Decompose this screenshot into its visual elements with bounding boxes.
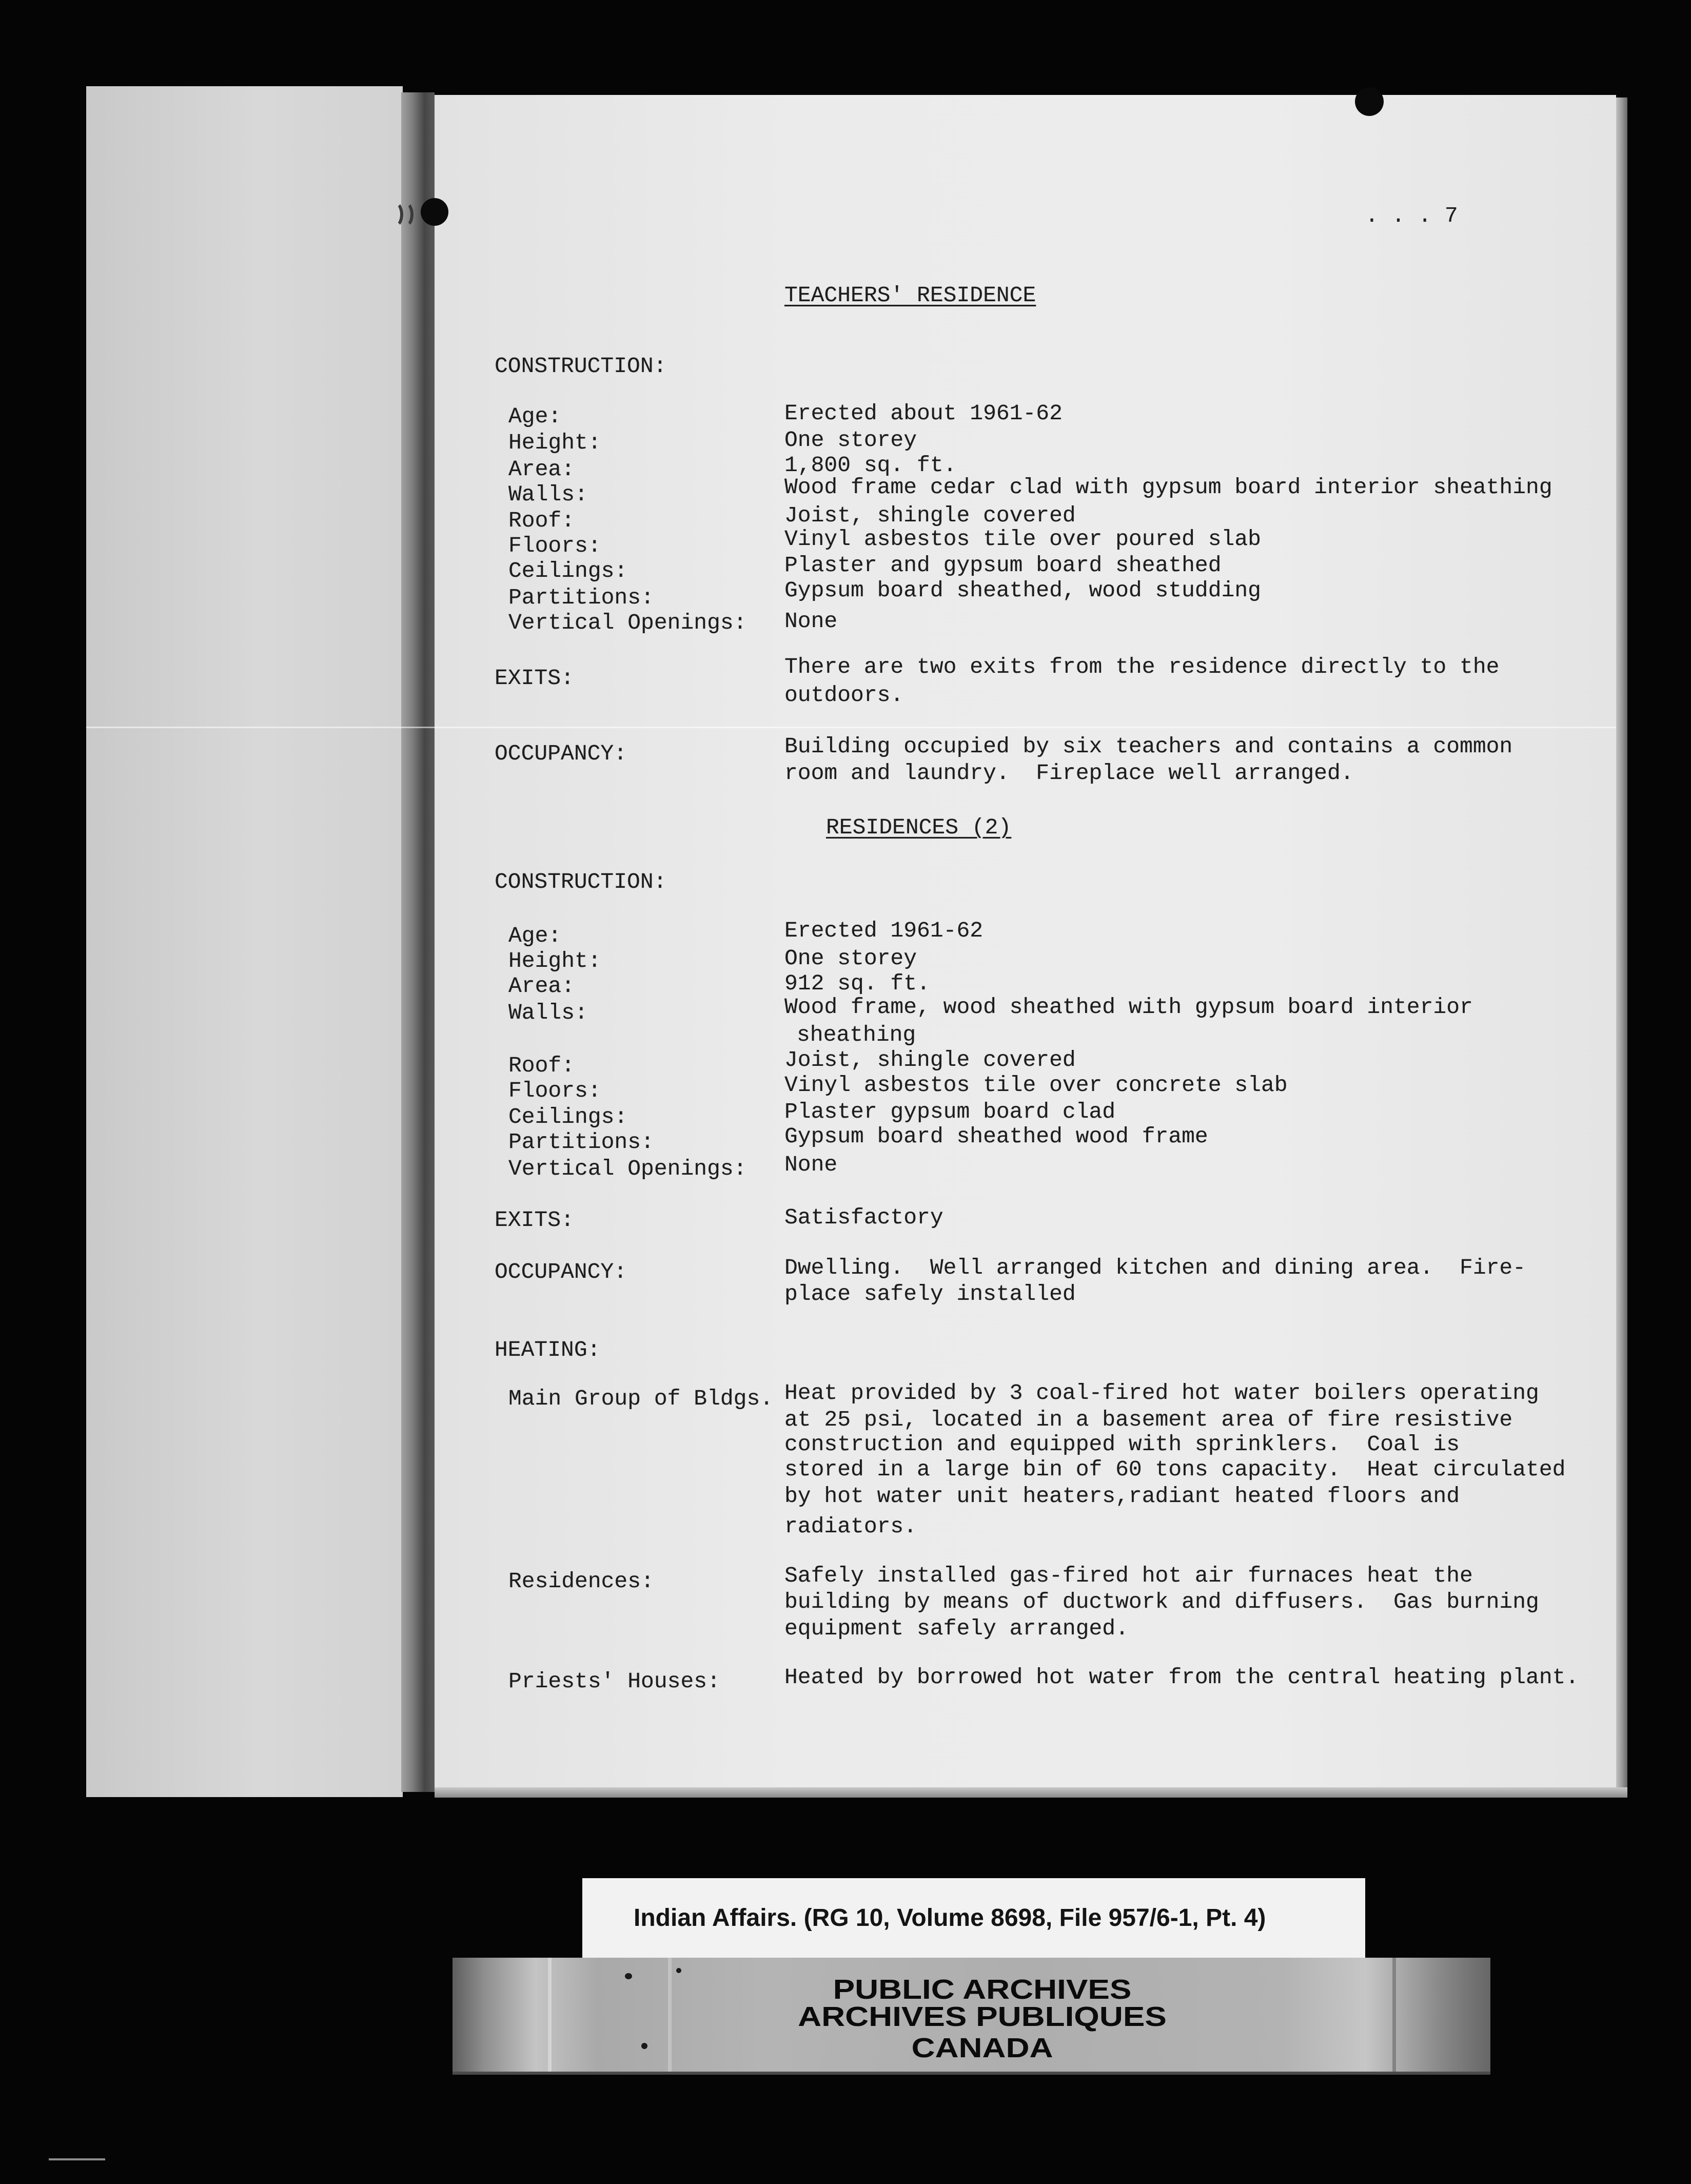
- teachers-area-label: Area:: [508, 457, 575, 482]
- scan-artifact-line: [86, 727, 1616, 728]
- teachers-walls-label: Walls:: [508, 482, 588, 507]
- archive-stamp: [453, 1958, 1490, 2072]
- heating-main-group-value-line: at 25 psi, located in a basement area of fire resistive: [784, 1407, 1513, 1432]
- heating-residences-value-line: Safely installed gas-fired hot air furnaces heat the: [784, 1563, 1473, 1588]
- teachers-height-label: Height:: [508, 430, 601, 455]
- teachers-occupancy-value-line: room and laundry. Fireplace well arranged.: [784, 761, 1354, 786]
- teachers-exits-value-line: outdoors.: [784, 682, 904, 708]
- residences-height-label: Height:: [508, 948, 601, 973]
- stamp-line-canada: CANADA: [911, 2033, 1053, 2063]
- residences-partitions-label: Partitions:: [508, 1129, 654, 1155]
- teachers-vertical-openings-label: Vertical Openings:: [508, 610, 747, 635]
- residences-exits-value: Satisfactory: [784, 1205, 943, 1230]
- binding-shadow: [401, 92, 435, 1792]
- teachers-exits-label: EXITS:: [495, 666, 574, 691]
- heating-residences-value-line: equipment safely arranged.: [784, 1616, 1129, 1641]
- page-stack-edge-right: [1616, 98, 1627, 1797]
- punch-hole-top-icon: [1355, 87, 1384, 116]
- teachers-roof-value: Joist, shingle covered: [784, 503, 1076, 528]
- teachers-occupancy-label: OCCUPANCY:: [495, 741, 627, 766]
- residences-age-label: Age:: [508, 923, 562, 948]
- residences-exits-label: EXITS:: [495, 1207, 574, 1233]
- page-number: . . . 7: [1365, 203, 1458, 228]
- teachers-age-label: Age:: [508, 404, 562, 429]
- scan-edge-mark: [49, 2158, 105, 2160]
- residences-height-value: One storey: [784, 946, 917, 971]
- archive-reference-text: Indian Affairs. (RG 10, Volume 8698, File 957/6-1, Pt. 4): [634, 1904, 1266, 1932]
- teachers-roof-label: Roof:: [508, 508, 575, 533]
- residences-walls-label: Walls:: [508, 1000, 588, 1025]
- residences-partitions-value: Gypsum board sheathed wood frame: [784, 1124, 1208, 1149]
- teachers-floors-label: Floors:: [508, 533, 601, 558]
- document-page: [435, 95, 1616, 1787]
- residences-vertical-openings-label: Vertical Openings:: [508, 1156, 747, 1181]
- stamp-bottom-edge: [453, 2072, 1490, 2075]
- teachers-partitions-label: Partitions:: [508, 585, 654, 610]
- residences-vertical-openings-value: None: [784, 1152, 838, 1177]
- heating-heading: HEATING:: [495, 1337, 601, 1362]
- punch-hole-left-icon: [421, 198, 448, 226]
- archive-reference-label: [582, 1878, 1365, 1958]
- residences-construction-heading: CONSTRUCTION:: [495, 869, 667, 894]
- heating-main-group-value-line: Heat provided by 3 coal-fired hot water boilers operating: [784, 1380, 1539, 1406]
- teachers-partitions-value: Gypsum board sheathed, wood studding: [784, 578, 1261, 603]
- stamp-speck: [676, 1968, 681, 1973]
- teachers-floors-value: Vinyl asbestos tile over poured slab: [784, 526, 1261, 552]
- teachers-age-value: Erected about 1961-62: [784, 401, 1063, 426]
- page-stack-edge-bottom: [435, 1787, 1627, 1798]
- residences-roof-label: Roof:: [508, 1053, 575, 1078]
- residences-occupancy-label: OCCUPANCY:: [495, 1259, 627, 1284]
- residences-occupancy-value-line: Dwelling. Well arranged kitchen and dining area. Fire-: [784, 1255, 1526, 1280]
- heating-main-group-value-line: construction and equipped with sprinklers. Coal is: [784, 1432, 1460, 1457]
- residences-ceilings-label: Ceilings:: [508, 1104, 628, 1129]
- teachers-ceilings-value: Plaster and gypsum board sheathed: [784, 553, 1222, 578]
- teachers-area-value: 1,800 sq. ft.: [784, 453, 957, 478]
- heating-priests-houses-label: Priests' Houses:: [508, 1669, 720, 1694]
- teachers-walls-value: Wood frame cedar clad with gypsum board interior sheathing: [784, 475, 1552, 500]
- stamp-line-archives-publiques: ARCHIVES PUBLIQUES: [798, 2001, 1167, 2032]
- teachers-vertical-openings-value: None: [784, 609, 838, 634]
- heating-main-group-value-line: radiators.: [784, 1514, 917, 1539]
- heating-residences-value-line: building by means of ductwork and diffusers. Gas burning: [784, 1589, 1539, 1614]
- residences-walls-value-line: sheathing: [797, 1022, 916, 1047]
- residences-walls-value-line: Wood frame, wood sheathed with gypsum board interior: [784, 995, 1473, 1020]
- section-title-teachers-residence: TEACHERS' RESIDENCE: [784, 283, 1036, 308]
- residences-occupancy-value-line: place safely installed: [784, 1281, 1076, 1306]
- teachers-construction-heading: CONSTRUCTION:: [495, 354, 667, 379]
- residences-area-label: Area:: [508, 973, 575, 999]
- heating-priests-houses-value: Heated by borrowed hot water from the central heating plant.: [784, 1665, 1579, 1690]
- teachers-ceilings-label: Ceilings:: [508, 558, 628, 583]
- heating-main-group-label: Main Group of Bldgs.: [508, 1386, 774, 1411]
- residences-ceilings-value: Plaster gypsum board clad: [784, 1099, 1116, 1124]
- residences-area-value: 912 sq. ft.: [784, 971, 930, 996]
- back-page: [86, 86, 403, 1797]
- stamp-line-public-archives: PUBLIC ARCHIVES: [833, 1974, 1132, 2005]
- heating-main-group-value-line: stored in a large bin of 60 tons capacity. Heat circulated: [784, 1457, 1566, 1482]
- residences-roof-value: Joist, shingle covered: [784, 1047, 1076, 1072]
- heating-residences-label: Residences:: [508, 1569, 654, 1594]
- teachers-exits-value-line: There are two exits from the residence directly to the: [784, 654, 1500, 679]
- hole-shadow-arc-icon: [396, 201, 414, 228]
- teachers-height-value: One storey: [784, 427, 917, 453]
- residences-floors-label: Floors:: [508, 1078, 601, 1103]
- teachers-occupancy-value-line: Building occupied by six teachers and contains a common: [784, 734, 1513, 759]
- residences-floors-value: Vinyl asbestos tile over concrete slab: [784, 1072, 1288, 1098]
- heating-main-group-value-line: by hot water unit heaters,radiant heated floors and: [784, 1484, 1460, 1509]
- residences-age-value: Erected 1961-62: [784, 918, 984, 943]
- section-title-residences: RESIDENCES (2): [826, 815, 1012, 840]
